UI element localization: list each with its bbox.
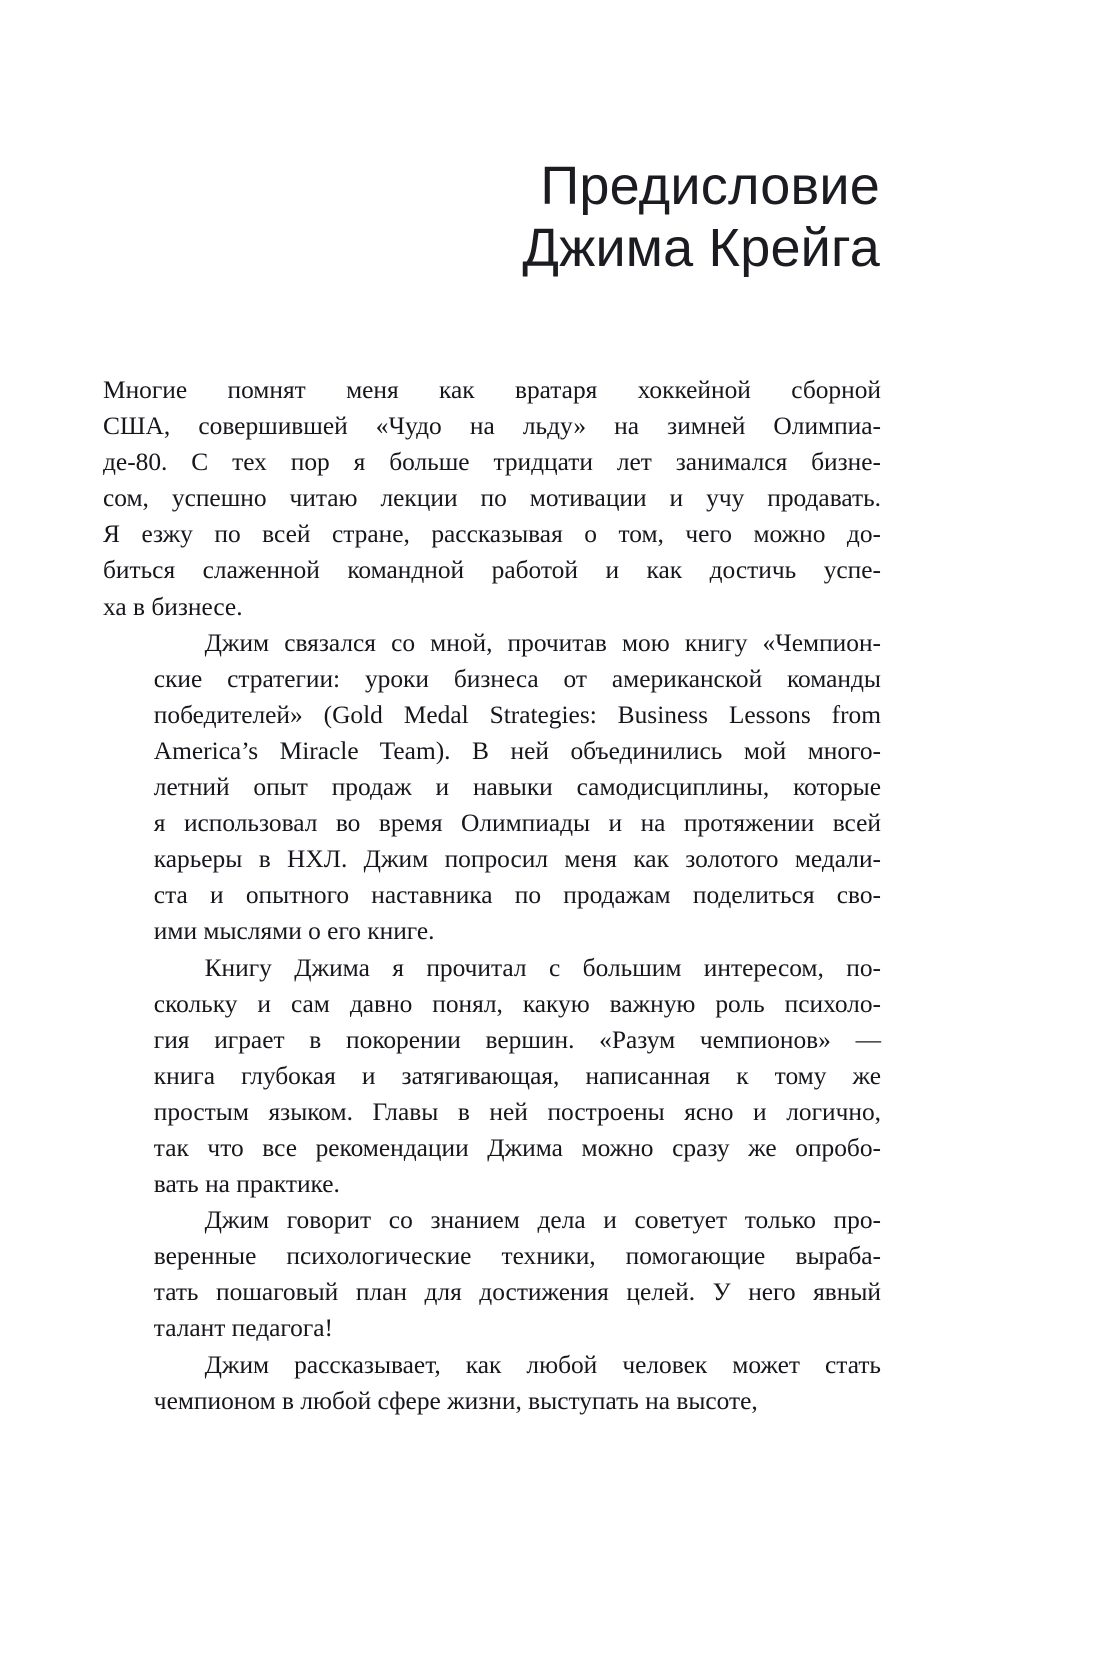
text-line: так что все рекомендации Джима можно сразу же опробо- xyxy=(153,1133,881,1162)
text-line: победителей» (Gold Medal Strategies: Business Lessons from xyxy=(153,700,881,729)
page-title-line-1: Предисловие xyxy=(540,156,880,216)
text-line: Многие помнят меня как вратаря хоккейной сборной xyxy=(103,376,881,404)
paragraph-5 xyxy=(103,1347,881,1419)
page-title-line-2: Джима Крейга xyxy=(522,218,880,279)
paragraph-2 xyxy=(103,625,881,950)
text-line: гия играет в покорении вершин. «Разум чемпионов» — xyxy=(153,1025,881,1054)
page-title xyxy=(103,155,880,279)
text-line: тать пошаговый план для достижения целей. У него явный xyxy=(153,1278,881,1307)
text-line: летний опыт продаж и навыки самодисциплины, которые xyxy=(153,773,881,802)
text-line: ими мыслями о его книге. xyxy=(153,917,435,946)
text-line: ские стратегии: уроки бизнеса от американской команды xyxy=(153,664,881,693)
text-line: Книгу Джима я прочитал с большим интересом, по- xyxy=(204,953,881,982)
text-line: скольку и сам давно понял, какую важную роль психоло- xyxy=(153,989,881,1018)
text-line: сом, успешно читаю лекции по мотивации и учу продавать. xyxy=(103,484,881,513)
text-line: вать на практике. xyxy=(153,1170,340,1199)
text-line: де-80. С тех пор я больше тридцати лет занимался бизне- xyxy=(103,448,881,477)
text-line: книга глубокая и затягивающая, написанная к тому же xyxy=(153,1061,881,1090)
text-line: America’s Miracle Team). В ней объединились мой много- xyxy=(153,736,881,765)
text-line: веренные психологические техники, помогающие выраба- xyxy=(153,1242,881,1271)
text-line: Джим связался со мной, прочитав мою книгу «Чемпион- xyxy=(204,628,881,657)
text-line: ста и опытного наставника по продажам поделиться сво- xyxy=(153,881,881,910)
text-line: биться слаженной командной работой и как достичь успе- xyxy=(103,556,881,585)
text-line: я использовал во время Олимпиады и на протяжении всей xyxy=(153,809,881,838)
text-line: чемпионом в любой сфере жизни, выступать на высоте, xyxy=(153,1386,758,1415)
body-text-column xyxy=(103,372,881,1419)
paragraph-3 xyxy=(103,950,881,1203)
text-line: талант педагога! xyxy=(153,1314,333,1343)
text-line: Джим рассказывает, как любой человек может стать xyxy=(204,1350,881,1379)
text-line: США, совершившей «Чудо на льду» на зимней Олимпиа- xyxy=(103,412,881,441)
text-line: карьеры в НХЛ. Джим попросил меня как золотого медали- xyxy=(153,845,881,874)
paragraph-4 xyxy=(103,1202,881,1346)
text-line: ха в бизнесе. xyxy=(103,592,243,621)
text-line: Я езжу по всей стране, рассказывая о том, чего можно до- xyxy=(103,520,881,549)
text-line: простым языком. Главы в ней построены ясно и логично, xyxy=(153,1097,881,1126)
text-line: Джим говорит со знанием дела и советует только про- xyxy=(204,1206,881,1235)
paragraph-1 xyxy=(103,372,881,625)
